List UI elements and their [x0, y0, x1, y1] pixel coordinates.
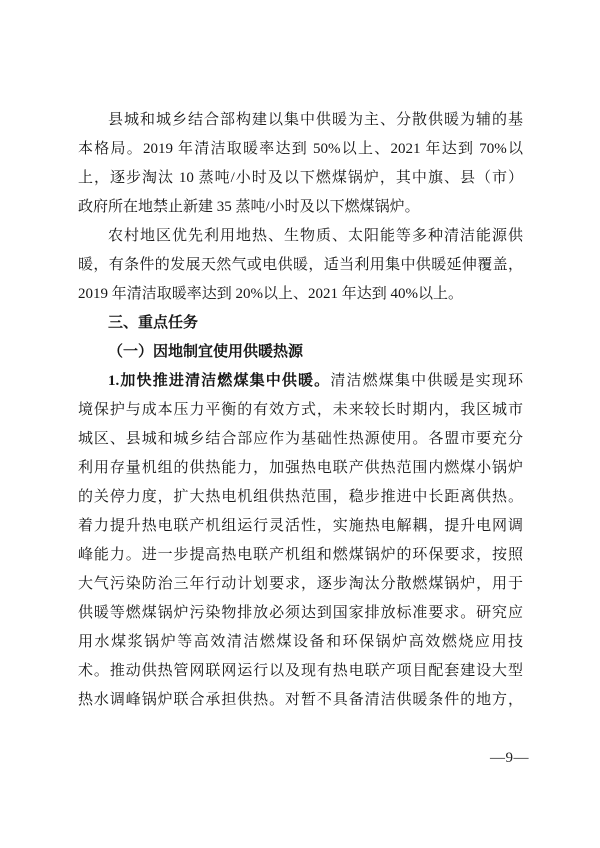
- text-segment: 上，逐步淘汰 10 蒸吨/小时及以下燃煤锅炉，其中旗、县（市）: [78, 170, 523, 186]
- text-segment: 2019 年清洁取暖率达到 20%以上、2021 年达到 40%以上。: [78, 286, 463, 302]
- text-segment: 暖，有条件的发展天然气或电供暖，适当利用集中供暖延伸覆盖，: [78, 257, 523, 273]
- text-segment-bold: （一）因地制宜使用供暖热源: [108, 344, 304, 360]
- text-line: [78, 338, 523, 367]
- text-segment: 县城和城乡结合部构建以集中供暖为主、分散供暖为辅的基: [108, 112, 523, 128]
- text-segment: 热水调峰锅炉联合承担供热。对暂不具备清洁供暖条件的地方，: [78, 692, 523, 708]
- text-segment: 境保护与成本压力平衡的有效方式，未来较长时期内，我区城市: [78, 402, 523, 418]
- text-segment: 用水煤浆锅炉等高效清洁燃煤设备和环保锅炉高效燃烧应用技: [78, 634, 523, 650]
- text-segment: 农村地区优先利用地热、生物质、太阳能等多种清洁能源供: [108, 228, 523, 244]
- text-segment-bold: 三、重点任务: [108, 315, 199, 331]
- text-segment: 术。推动供热管网联网运行以及现有热电联产项目配套建设大型: [78, 663, 523, 679]
- text-segment: 本格局。2019 年清洁取暖率达到 50%以上、2021 年达到 70%以: [78, 141, 523, 157]
- text-segment: 政府所在地禁止新建 35 蒸吨/小时及以下燃煤锅炉。: [78, 199, 420, 215]
- text-line: [78, 222, 523, 251]
- text-line: [78, 454, 523, 483]
- text-line: [78, 541, 523, 570]
- text-segment: 城区、县城和城乡结合部应作为基础性热源使用。各盟市要充分: [78, 431, 523, 447]
- text-segment: 着力提升热电联产机组运行灵活性，实施热电解耦，提升电网调: [78, 518, 523, 534]
- text-line: [78, 425, 523, 454]
- text-segment: 峰能力。进一步提高热电联产机组和燃煤锅炉的环保要求，按照: [78, 547, 523, 563]
- text-segment: 的关停力度，扩大热电机组供热范围，稳步推进中长距离供热。: [78, 489, 523, 505]
- text-line: [78, 135, 523, 164]
- text-segment: 供暖等燃煤锅炉污染物排放必须达到国家排放标准要求。研究应: [78, 605, 523, 621]
- text-line: [78, 193, 523, 222]
- text-line: [78, 657, 523, 686]
- text-line: [78, 251, 523, 280]
- text-line: [78, 599, 523, 628]
- text-line: [78, 570, 523, 599]
- text-segment: 利用存量机组的供热能力，加强热电联产供热范围内燃煤小锅炉: [78, 460, 523, 476]
- text-line: [78, 396, 523, 425]
- text-line: [78, 309, 523, 338]
- text-line: [78, 280, 523, 309]
- text-line: [78, 367, 523, 396]
- text-line: [78, 164, 523, 193]
- document-lines: [78, 106, 523, 715]
- text-line: [78, 628, 523, 657]
- page-number: —9—: [490, 750, 529, 766]
- text-segment-bold: 1.加快推进清洁燃煤集中供暖。: [108, 373, 331, 389]
- text-line: [78, 483, 523, 512]
- text-segment: 大气污染防治三年行动计划要求，逐步淘汰分散燃煤锅炉，用于: [78, 576, 523, 592]
- text-line: [78, 106, 523, 135]
- text-line: [78, 512, 523, 541]
- text-line: [78, 686, 523, 715]
- text-segment: 清洁燃煤集中供暖是实现环: [330, 373, 523, 389]
